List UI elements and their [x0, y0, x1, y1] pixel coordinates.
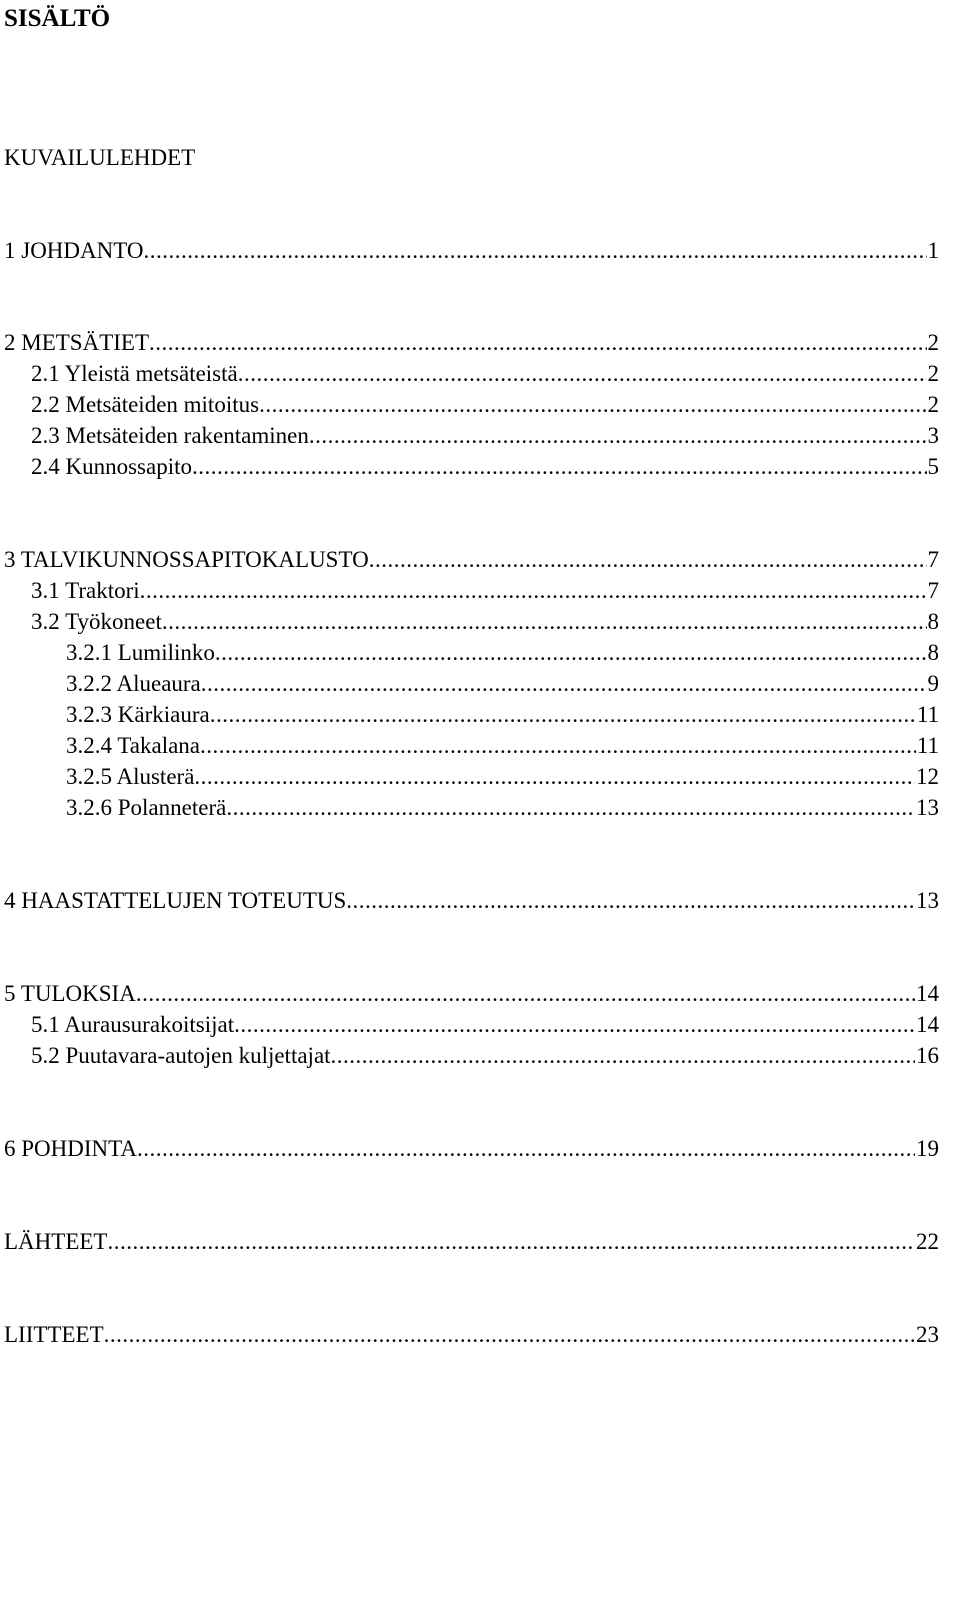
toc-entry-label: 3 TALVIKUNNOSSAPITOKALUSTO	[4, 547, 369, 572]
toc-entry-label: 5.2 Puutavara-autojen kuljettajat	[31, 1043, 331, 1068]
toc-entry-page: 5	[927, 454, 939, 479]
toc-entry-label: 2.4 Kunnossapito	[31, 454, 192, 479]
toc-entry-label: 2 METSÄTIET	[4, 330, 150, 355]
toc-entry[interactable]	[4, 885, 939, 917]
toc-entry[interactable]	[66, 699, 939, 731]
toc-entry[interactable]	[31, 451, 939, 483]
toc-entry-page: 8	[927, 609, 939, 634]
toc-entry-page: 7	[927, 547, 939, 572]
toc-entry-label: 3.2.6 Polanneterä	[66, 795, 227, 820]
toc-entry[interactable]	[31, 575, 939, 607]
toc-entry[interactable]	[31, 1009, 939, 1041]
toc-entry-page: 19	[916, 1136, 939, 1161]
toc-leader	[137, 1133, 915, 1165]
toc-title: SISÄLTÖ	[4, 5, 111, 32]
toc-leader	[259, 389, 926, 421]
toc-entry-label: 3.2.2 Alueaura	[66, 671, 201, 696]
toc-leader	[140, 575, 927, 607]
toc-entry-label: 5 TULOKSIA	[4, 981, 136, 1006]
toc-leader	[238, 358, 927, 390]
toc-entry-page: 13	[916, 795, 939, 820]
toc-kuvailulehdet: KUVAILULEHDET	[4, 145, 196, 170]
toc-entry-label: 2.3 Metsäteiden rakentaminen	[31, 423, 309, 448]
toc-entry-label: LIITTEET	[4, 1322, 104, 1347]
toc-entry[interactable]	[31, 420, 939, 452]
toc-entry-page: 12	[916, 764, 939, 789]
toc-leader	[162, 606, 927, 638]
toc-entry-label: 3.2.5 Alusterä	[66, 764, 195, 789]
toc-leader	[309, 420, 927, 452]
toc-entry-page: 1	[927, 238, 939, 263]
toc-leader	[144, 235, 927, 267]
toc-leader	[369, 544, 927, 576]
toc-leader	[215, 637, 927, 669]
toc-entry-page: 8	[927, 640, 939, 665]
toc-leader	[210, 699, 916, 731]
toc-entry[interactable]	[4, 978, 939, 1010]
toc-leader	[192, 451, 927, 483]
toc-leader	[149, 327, 926, 359]
toc-entry[interactable]	[4, 544, 939, 576]
toc-leader	[234, 1009, 915, 1041]
toc-leader	[104, 1319, 915, 1351]
toc-leader	[331, 1040, 915, 1072]
toc-entry[interactable]	[4, 327, 939, 359]
toc-entry-label: 1 JOHDANTO	[4, 238, 144, 263]
toc-entry[interactable]	[31, 1040, 939, 1072]
toc-entry-page: 13	[916, 888, 939, 913]
toc-entry-page: 7	[927, 578, 939, 603]
toc-entry[interactable]	[66, 761, 939, 793]
toc-entry[interactable]	[66, 637, 939, 669]
toc-entry-label: 3.2.1 Lumilinko	[66, 640, 215, 665]
toc-entry-page: 2	[927, 392, 939, 417]
toc-leader	[200, 730, 916, 762]
toc-entry-page: 2	[927, 330, 939, 355]
toc-entry-label: 3.1 Traktori	[31, 578, 140, 603]
toc-leader	[194, 761, 915, 793]
toc-entry-label: 5.1 Aurausurakoitsijat	[31, 1012, 235, 1037]
toc-entry[interactable]	[66, 792, 939, 824]
toc-entry-label: 6 POHDINTA	[4, 1136, 137, 1161]
toc-entry-label: 3.2.4 Takalana	[66, 733, 201, 758]
toc-entry-page: 14	[916, 1012, 939, 1037]
toc-entry-page: 22	[916, 1229, 939, 1254]
toc-entry-page: 11	[916, 702, 939, 727]
toc-entry[interactable]	[31, 389, 939, 421]
toc-entry-page: 2	[927, 361, 939, 386]
toc-leader	[346, 885, 915, 917]
toc-entry[interactable]	[31, 358, 939, 390]
toc-entry[interactable]	[4, 1133, 939, 1165]
toc-entry-page: 23	[916, 1322, 939, 1347]
toc-entry[interactable]	[4, 1226, 939, 1258]
toc-entry-label: 2.2 Metsäteiden mitoitus	[31, 392, 260, 417]
toc-entry-page: 9	[927, 671, 939, 696]
toc-leader	[107, 1226, 915, 1258]
toc-entry-label: 3.2.3 Kärkiaura	[66, 702, 210, 727]
toc-leader	[201, 668, 927, 700]
toc-entry-label: LÄHTEET	[4, 1229, 108, 1254]
toc-entry[interactable]	[31, 606, 939, 638]
toc-entry-page: 14	[916, 981, 939, 1006]
toc-entry-page: 11	[916, 733, 939, 758]
toc-entry[interactable]	[66, 668, 939, 700]
toc-entry-page: 16	[916, 1043, 939, 1068]
toc-entry[interactable]	[4, 235, 939, 267]
toc-entry[interactable]	[4, 1319, 939, 1351]
toc-leader	[226, 792, 915, 824]
toc-leader	[136, 978, 915, 1010]
toc-entry-label: 3.2 Työkoneet	[31, 609, 162, 634]
toc-entry[interactable]	[66, 730, 939, 762]
toc-entry-page: 3	[927, 423, 939, 448]
toc-entry-label: 2.1 Yleistä metsäteistä	[31, 361, 238, 386]
toc-entry-label: 4 HAASTATTELUJEN TOTEUTUS	[4, 888, 347, 913]
